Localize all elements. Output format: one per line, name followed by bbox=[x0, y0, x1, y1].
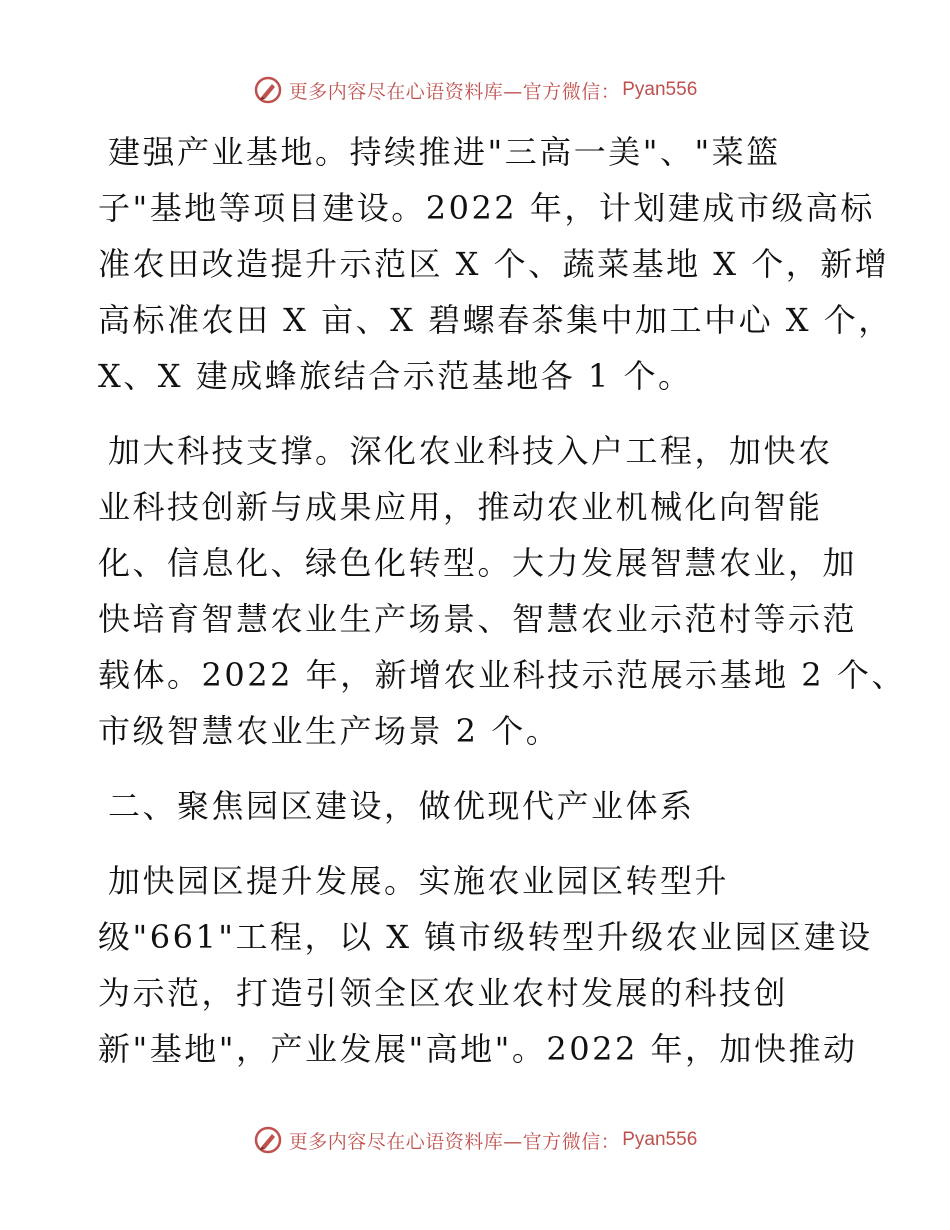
text-line: 市级智慧农业生产场景 2 个。 bbox=[98, 712, 561, 750]
text-line: 二、聚焦园区建设，做优现代产业体系 bbox=[108, 787, 695, 825]
section-heading bbox=[98, 778, 858, 834]
text-line: 为示范，打造引领全区农业农村发展的科技创 bbox=[98, 974, 789, 1012]
text-line: 级"661"工程，以 X 镇市级转型升级农业园区建设 bbox=[98, 918, 873, 956]
text-line: 子"基地等项目建设。2022 年，计划建成市级高标 bbox=[98, 189, 875, 227]
text-line: 加大科技支撑。深化农业科技入户工程，加快农 bbox=[108, 432, 833, 470]
pen-circle-icon bbox=[253, 1125, 283, 1155]
paragraph-tech-support bbox=[98, 423, 906, 759]
text-line: 建强产业基地。持续推进"三高一美"、"菜篮 bbox=[108, 133, 781, 171]
watermark-contact: Pyan556 bbox=[622, 79, 698, 100]
text-line: 加快园区提升发展。实施农业园区转型升 bbox=[108, 862, 730, 900]
watermark-text: 更多内容尽在心语资料库—官方微信： bbox=[288, 1130, 621, 1153]
text-line: 快培育智慧农业生产场景、智慧农业示范村等示范 bbox=[98, 600, 858, 638]
text-line: X、X 建成蜂旅结合示范基地各 1 个。 bbox=[98, 357, 693, 395]
text-line: 载体。2022 年，新增农业科技示范展示基地 2 个、 bbox=[98, 656, 906, 694]
pen-circle-icon bbox=[253, 75, 283, 105]
text-line: 化、信息化、绿色化转型。大力发展智慧农业，加 bbox=[98, 544, 858, 582]
paragraph-park-development bbox=[98, 853, 873, 1077]
text-line: 高标准农田 X 亩、X 碧螺春茶集中加工中心 X 个， bbox=[98, 301, 893, 339]
paragraph-industrial-base bbox=[98, 124, 893, 404]
footer-watermark bbox=[0, 1120, 950, 1160]
text-line: 新"基地"，产业发展"高地"。2022 年，加快推动 bbox=[98, 1030, 858, 1068]
document-body bbox=[98, 124, 906, 1096]
text-line: 业科技创新与成果应用，推动农业机械化向智能 bbox=[98, 488, 823, 526]
header-watermark bbox=[0, 70, 950, 110]
watermark-text: 更多内容尽在心语资料库—官方微信： bbox=[288, 80, 621, 103]
watermark-contact: Pyan556 bbox=[622, 1129, 698, 1150]
text-line: 准农田改造提升示范区 X 个、蔬菜基地 X 个，新增 bbox=[98, 245, 890, 283]
